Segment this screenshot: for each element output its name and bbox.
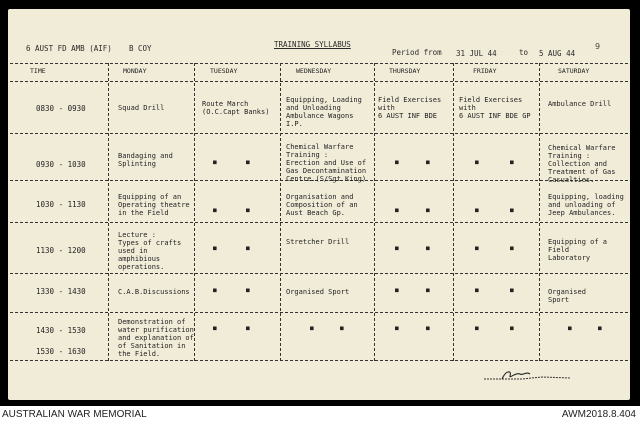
- ditto-mark: ■: [510, 159, 514, 166]
- schedule-cell: Chemical Warfare Training : Collection and Treatment of Gas Casualties.: [548, 144, 616, 184]
- schedule-cell: Squad Drill: [118, 104, 165, 112]
- ditto-mark: ■: [475, 207, 479, 214]
- time-slot: 1330 - 1430: [36, 287, 86, 296]
- schedule-cell: Demonstration of water purification and explanation of of Sanitation in the Field.: [118, 318, 194, 358]
- period-to-label: to: [519, 48, 529, 57]
- schedule-cell: Equipping, loading and unloading of Jeep Ambulances.: [548, 193, 624, 217]
- ditto-mark: ■: [395, 325, 399, 332]
- column-header-tuesday: TUESDAY: [210, 67, 238, 75]
- ditto-mark: ■: [395, 207, 399, 214]
- ditto-mark: ■: [475, 159, 479, 166]
- ditto-mark: ■: [246, 325, 250, 332]
- schedule-cell: Ambulance Drill: [548, 100, 612, 108]
- ditto-mark: ■: [213, 245, 217, 252]
- ditto-mark: ■: [246, 207, 250, 214]
- schedule-cell: Equipping, Loading and Unloading Ambulance Wagons I.P.: [286, 96, 362, 128]
- column-rule: [374, 63, 375, 361]
- schedule-cell: Organisation and Composition of an Aust Beach Gp.: [286, 193, 358, 217]
- ditto-mark: ■: [213, 159, 217, 166]
- schedule-cell: Field Exercises with 6 AUST INF BDE: [378, 96, 442, 120]
- ditto-mark: ■: [395, 159, 399, 166]
- table-rule: [10, 81, 628, 82]
- ditto-mark: ■: [395, 287, 399, 294]
- column-header-wednesday: WEDNESDAY: [296, 67, 332, 75]
- column-rule: [280, 63, 281, 361]
- time-slot: 1530 - 1630: [36, 347, 86, 356]
- ditto-mark: ■: [426, 245, 430, 252]
- table-rule: [10, 273, 628, 274]
- unit-name: 6 AUST FD AMB (AIF): [26, 44, 112, 53]
- period-label: Period from: [392, 48, 442, 57]
- time-slot: 0830 - 0930: [36, 104, 86, 113]
- table-rule: [10, 222, 628, 223]
- table-rule: [10, 312, 628, 313]
- document-title: TRAINING SYLLABUS: [274, 40, 351, 49]
- archive-accession-number: AWM2018.8.404: [561, 409, 636, 420]
- time-slot: 0930 - 1030: [36, 160, 86, 169]
- ditto-mark: ■: [475, 325, 479, 332]
- column-header-thursday: THURSDAY: [389, 67, 421, 75]
- schedule-cell: Organised Sport: [286, 288, 350, 296]
- ditto-mark: ■: [246, 245, 250, 252]
- ditto-mark: ■: [246, 159, 250, 166]
- schedule-cell: Equipping of a Field Laboratory: [548, 238, 608, 262]
- column-rule: [539, 63, 540, 361]
- schedule-cell: Bandaging and Splinting: [118, 152, 173, 168]
- time-slot: 1030 - 1130: [36, 200, 86, 209]
- column-rule: [453, 63, 454, 361]
- ditto-mark: ■: [568, 325, 572, 332]
- schedule-cell: Field Exercises with 6 AUST INF BDE GP: [459, 96, 531, 120]
- handwritten-page-mark: 9: [595, 42, 601, 51]
- schedule-cell: Organised Sport: [548, 288, 586, 304]
- ditto-mark: ■: [426, 287, 430, 294]
- ditto-mark: ■: [426, 159, 430, 166]
- column-header-saturday: SATURDAY: [558, 67, 590, 75]
- ditto-mark: ■: [475, 287, 479, 294]
- column-rule: [108, 63, 109, 361]
- ditto-mark: ■: [340, 325, 344, 332]
- schedule-cell: Stretcher Drill: [286, 238, 350, 246]
- ditto-mark: ■: [475, 245, 479, 252]
- ditto-mark: ■: [426, 207, 430, 214]
- schedule-cell: Equipping of an Operating theatre in the Field: [118, 193, 190, 217]
- table-rule: [10, 133, 628, 134]
- company-label: B COY: [129, 44, 152, 53]
- ditto-mark: ■: [510, 287, 514, 294]
- syllabus-table: [10, 63, 628, 361]
- column-header-time: TIME: [30, 67, 46, 75]
- period-from-date: 31 JUL 44: [456, 49, 497, 58]
- handwritten-signature: [482, 368, 572, 382]
- column-header-monday: MONDAY: [123, 67, 147, 75]
- archive-credit: AUSTRALIAN WAR MEMORIAL: [2, 409, 147, 420]
- table-rule: [10, 360, 628, 361]
- ditto-mark: ■: [510, 207, 514, 214]
- ditto-mark: ■: [213, 325, 217, 332]
- ditto-mark: ■: [310, 325, 314, 332]
- ditto-mark: ■: [510, 245, 514, 252]
- schedule-cell: Chemical Warfare Training : Erection and Use of Gas Decontamination Centre.(S/Sgt King): [286, 143, 367, 183]
- table-rule: [10, 63, 628, 64]
- ditto-mark: ■: [246, 287, 250, 294]
- column-header-friday: FRIDAY: [473, 67, 497, 75]
- period-to-date: 5 AUG 44: [539, 49, 576, 58]
- ditto-mark: ■: [510, 325, 514, 332]
- ditto-mark: ■: [598, 325, 602, 332]
- ditto-mark: ■: [426, 325, 430, 332]
- schedule-cell: Lecture : Types of crafts used in amphibious operations.: [118, 231, 182, 271]
- schedule-cell: Route March (O.C.Capt Banks): [202, 100, 270, 116]
- time-slot: 1430 - 1530: [36, 326, 86, 335]
- ditto-mark: ■: [395, 245, 399, 252]
- column-rule: [194, 63, 195, 361]
- ditto-mark: ■: [213, 207, 217, 214]
- schedule-cell: C.A.B.Discussions: [118, 288, 190, 296]
- ditto-mark: ■: [213, 287, 217, 294]
- time-slot: 1130 - 1200: [36, 246, 86, 255]
